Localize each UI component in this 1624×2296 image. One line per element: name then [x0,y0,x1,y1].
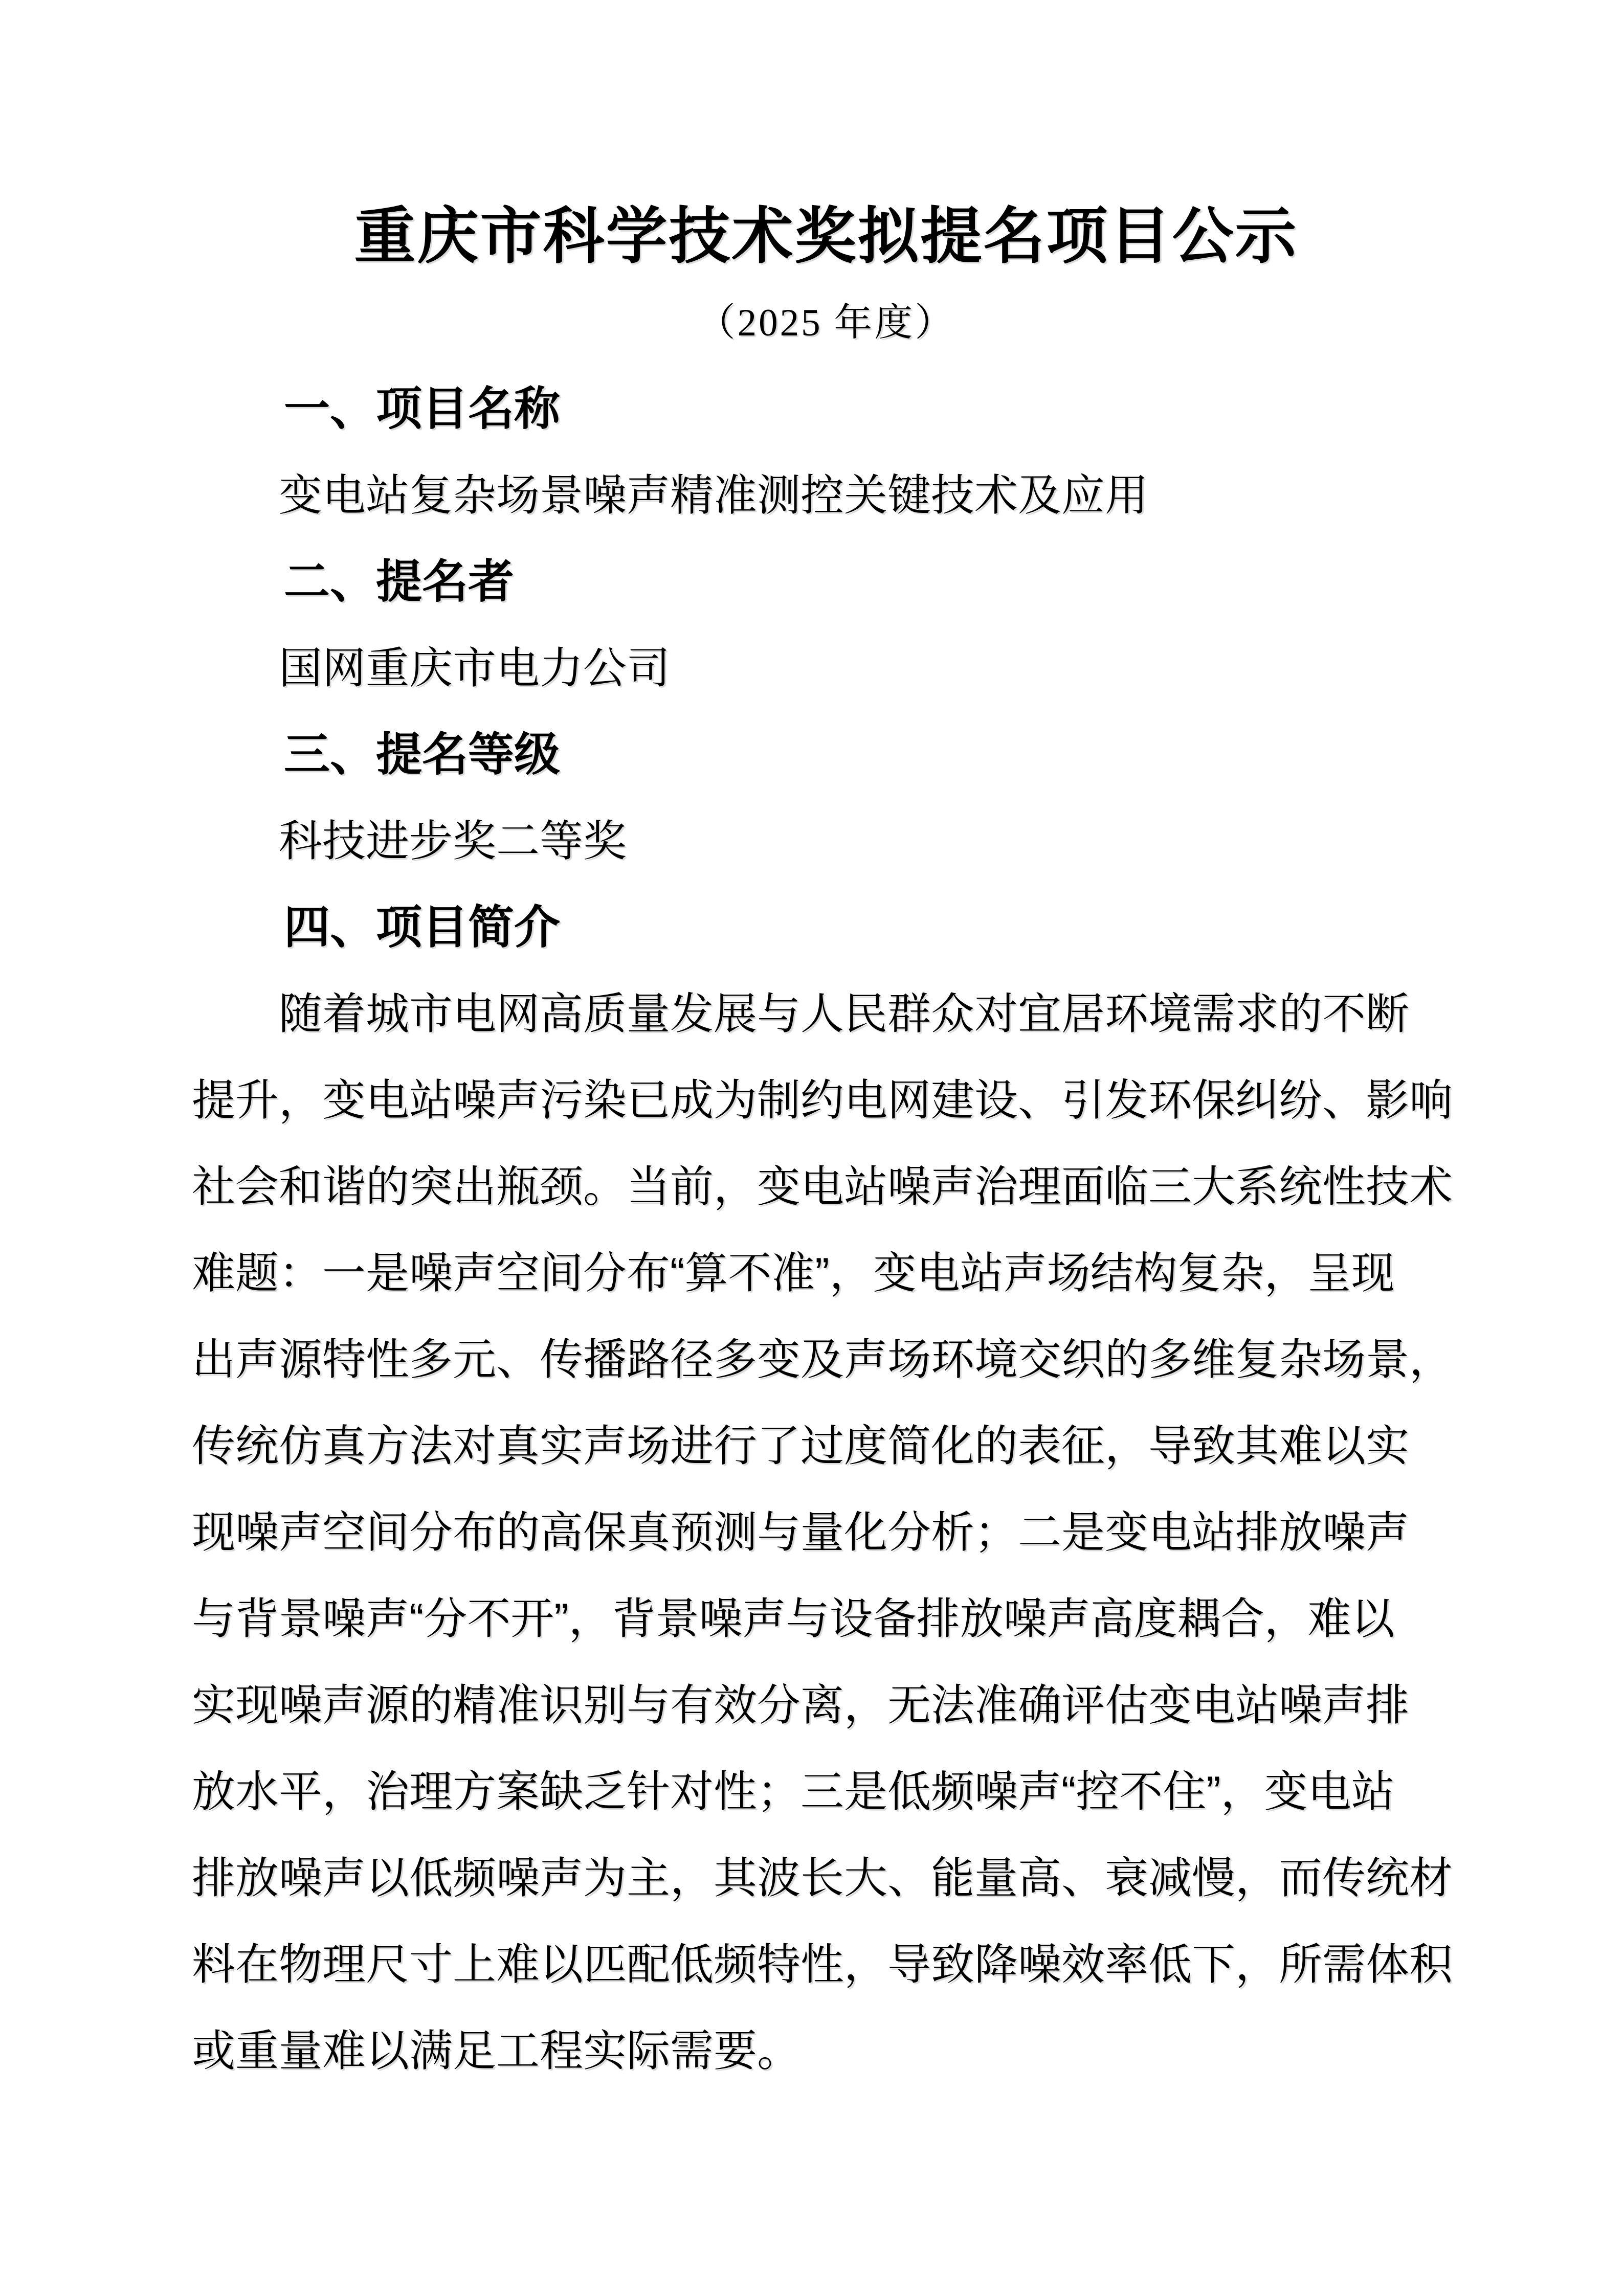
section-content-award-level: 科技进步奖二等奖 [279,817,627,866]
intro-paragraph-line-11: 排放噪声以低频噪声为主，其波长大、能量高、衰减慢，而传统材 [192,1854,1453,1903]
section-heading-project-intro: 四、项目简介 [284,902,560,953]
intro-paragraph-line-8: 与背景噪声“分不开”，背景噪声与设备排放噪声高度耦合，难以 [192,1595,1395,1644]
intro-paragraph-line-13: 或重量难以满足工程实际需要。 [192,2027,801,2076]
intro-paragraph-line-7: 现噪声空间分布的高保真预测与量化分析；二是变电站排放噪声 [192,1509,1410,1557]
section-heading-project-name: 一、项目名称 [284,384,560,435]
section-content-nominator: 国网重庆市电力公司 [279,644,671,693]
intro-paragraph-line-4: 难题：一是噪声空间分布“算不准”，变电站声场结构复杂，呈现 [192,1249,1395,1298]
intro-paragraph-line-10: 放水平，治理方案缺乏针对性；三是低频噪声“控不住”，变电站 [192,1768,1395,1816]
intro-paragraph-line-5: 出声源特性多元、传播路径多变及声场环境交织的多维复杂场景， [192,1336,1453,1384]
page-subtitle: （2025 年度） [697,302,955,344]
section-heading-nominator: 二、提名者 [284,556,514,607]
intro-paragraph-line-9: 实现噪声源的精准识别与有效分离，无法准确评估变电站噪声排 [192,1681,1410,1730]
intro-paragraph-line-6: 传统仿真方法对真实声场进行了过度简化的表征，导致其难以实 [192,1422,1410,1471]
intro-paragraph-line-2: 提升，变电站噪声污染已成为制约电网建设、引发环保纠纷、影响 [192,1076,1453,1125]
section-heading-award-level: 三、提名等级 [284,729,560,780]
page-title: 重庆市科学技术奖拟提名项目公示 [354,202,1298,271]
intro-paragraph-line-12: 料在物理尺寸上难以匹配低频特性，导致降噪效率低下，所需体积 [192,1941,1453,1989]
intro-paragraph-line-3: 社会和谐的突出瓶颈。当前，变电站噪声治理面临三大系统性技术 [192,1163,1453,1211]
intro-paragraph-line-1: 随着城市电网高质量发展与人民群众对宜居环境需求的不断 [279,990,1410,1039]
section-content-project-name: 变电站复杂场景噪声精准测控关键技术及应用 [279,471,1149,520]
